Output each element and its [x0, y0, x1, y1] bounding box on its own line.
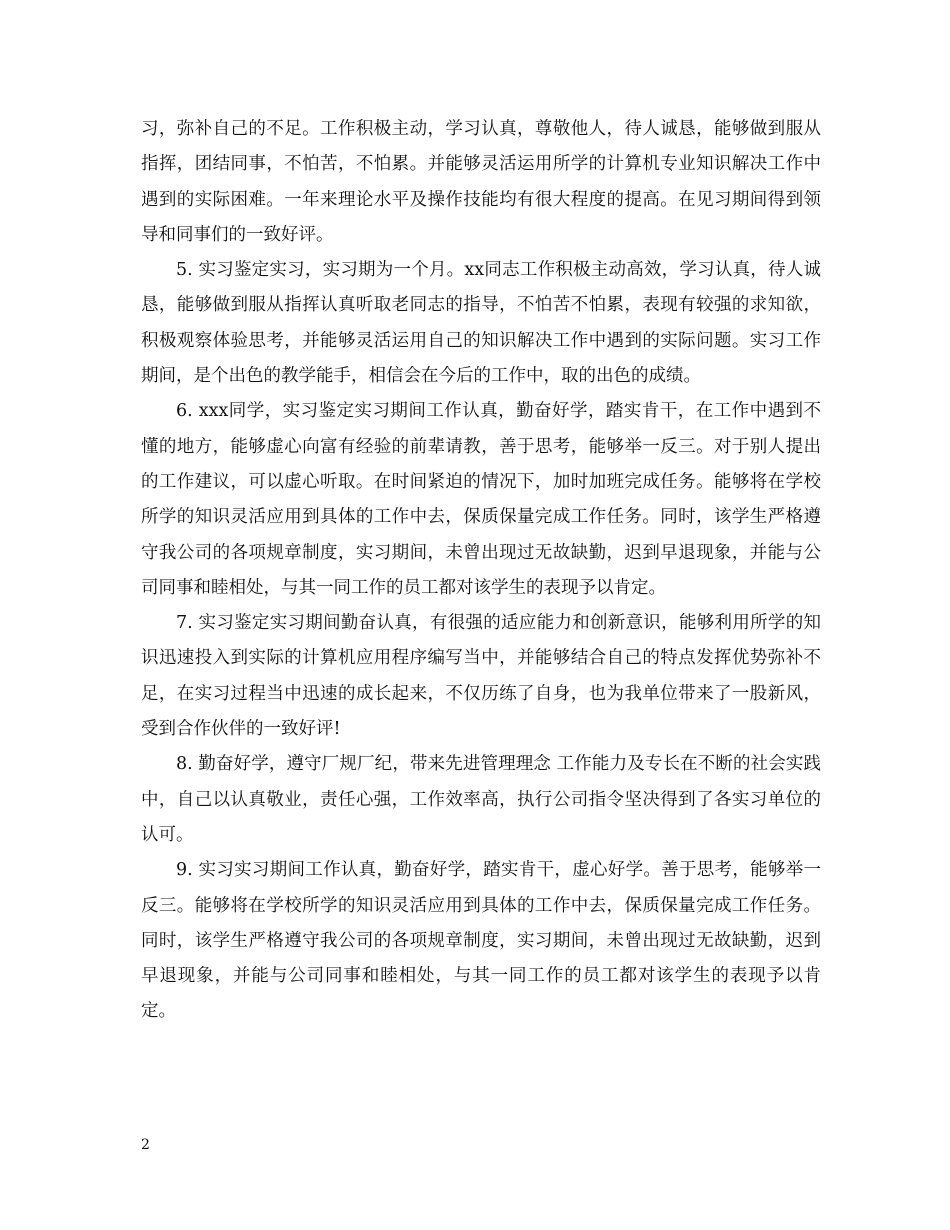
paragraph-item-5: 5. 实习鉴定实习，实习期为一个月。xx同志工作积极主动高效，学习认真，待人诚恳，能够做到服从指挥认真听取老同志的指导，不怕苦不怕累，表现有较强的求知欲，积极观察体验思考，并能够灵活运用自己的知识解决工作中遇到的实际问题。实习工作期间，是个出色的教学能手，相信会在今后的工作中，取的出色的成绩。 [141, 260, 821, 387]
document-body [141, 112, 821, 1030]
paragraph-item-9: 9. 实习实习期间工作认真，勤奋好学，踏实肯干，虚心好学。善于思考，能够举一反三。能够将在学校所学的知识灵活应用到具体的工作中去，保质保量完成工作任务。同时，该学生严格遵守我公司的各项规章制度，实习期间，未曾出现过无故缺勤，迟到早退现象，并能与公司同事和睦相处，与其一同工作的员工都对该学生的表现予以肯定。 [141, 860, 821, 1022]
paragraph-item-8: 8. 勤奋好学，遵守厂规厂纪，带来先进管理理念 工作能力及专长在不断的社会实践中，自己以认真敬业，责任心强，工作效率高，执行公司指令坚决得到了各实习单位的认可。 [141, 754, 821, 845]
paragraph-item-6: 6. xxx同学，实习鉴定实习期间工作认真，勤奋好学，踏实肯干，在工作中遇到不懂的地方，能够虚心向富有经验的前辈请教，善于思考，能够举一反三。对于别人提出的工作建议，可以虚心听取。在时间紧迫的情况下，加时加班完成任务。能够将在学校所学的知识灵活应用到具体的工作中去，保质保量完成工作任务。同时，该学生严格遵守我公司的各项规章制度，实习期间，未曾出现过无故缺勤，迟到早退现象，并能与公司同事和睦相处，与其一同工作的员工都对该学生的表现予以肯定。 [141, 401, 821, 598]
paragraph-continuation: 习，弥补自己的不足。工作积极主动，学习认真，尊敬他人，待人诚恳，能够做到服从指挥，团结同事，不怕苦，不怕累。并能够灵活运用所学的计算机专业知识解决工作中遇到的实际困难。一年来理论水平及操作技能均有很大程度的提高。在见习期间得到领导和同事们的一致好评。 [141, 119, 821, 245]
paragraph-item-7: 7. 实习鉴定实习期间勤奋认真，有很强的适应能力和创新意识，能够利用所学的知识迅速投入到实际的计算机应用程序编写当中，并能够结合自己的特点发挥优势弥补不足，在实习过程当中迅速的成长起来，不仅历练了自身，也为我单位带来了一股新风，受到合作伙伴的一致好评! [141, 613, 821, 740]
page-number: 2 [141, 1137, 150, 1153]
